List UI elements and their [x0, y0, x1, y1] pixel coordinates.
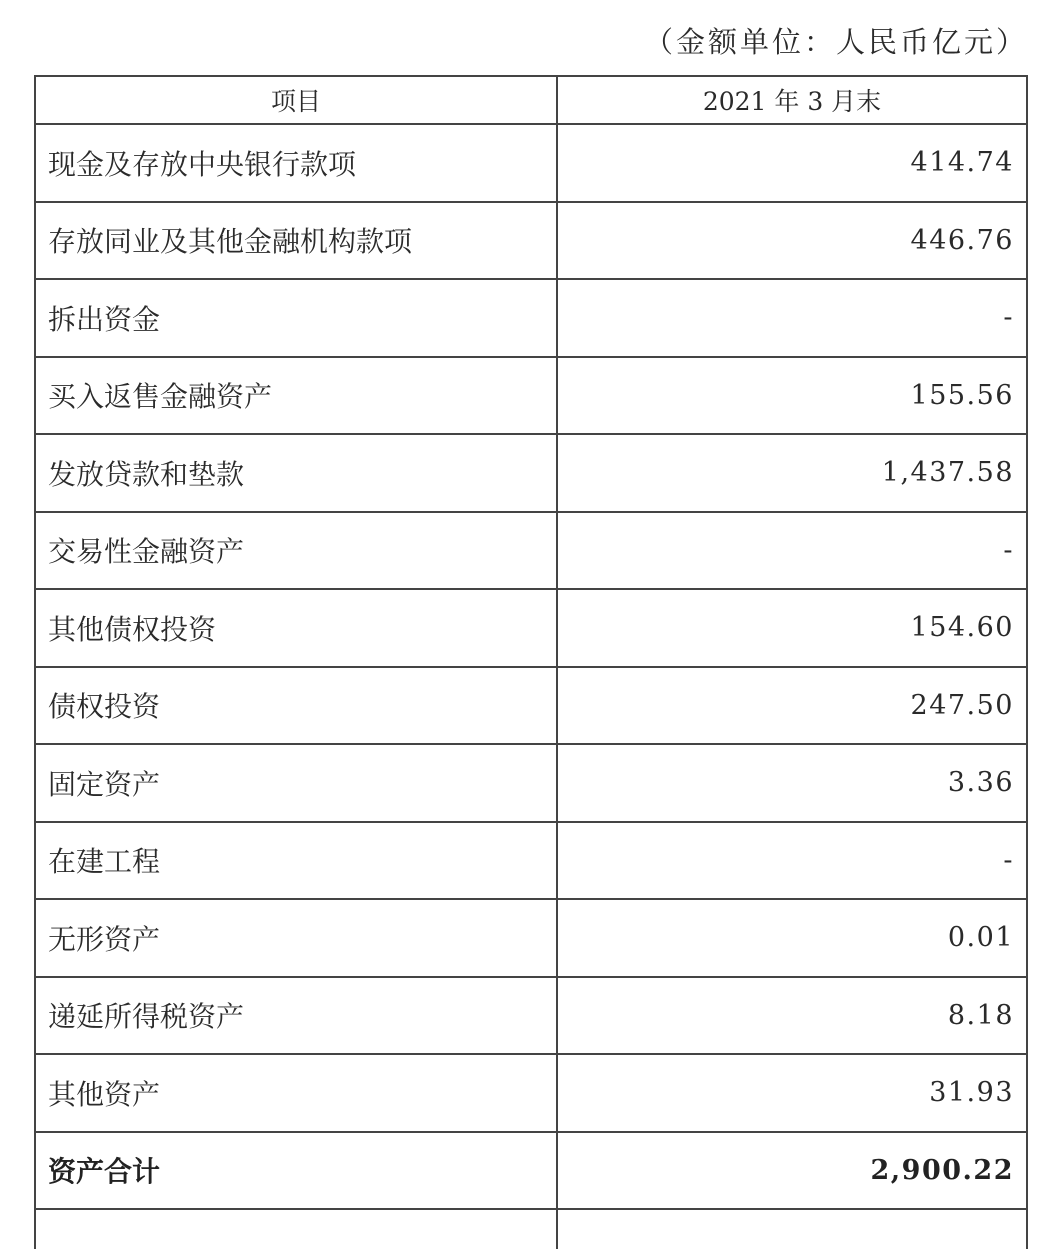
row-item: 现金及存放中央银行款项 [35, 124, 557, 202]
row-item: 发放贷款和垫款 [35, 434, 557, 512]
table-row [35, 977, 1027, 1055]
row-item: 存放同业及其他金融机构款项 [35, 202, 557, 280]
table-row [35, 434, 1027, 512]
row-item: 债权投资 [35, 667, 557, 745]
row-value: 8.18 [557, 977, 1027, 1055]
cut-off-row [35, 1209, 1027, 1249]
row-value: 155.56 [557, 357, 1027, 435]
row-item: 交易性金融资产 [35, 512, 557, 590]
row-value: - [557, 512, 1027, 590]
row-item: 固定资产 [35, 744, 557, 822]
cut-off-cell [35, 1209, 557, 1249]
row-item: 拆出资金 [35, 279, 557, 357]
table-row [35, 279, 1027, 357]
total-row [35, 1132, 1027, 1210]
row-value: 0.01 [557, 899, 1027, 977]
table-row [35, 589, 1027, 667]
total-value: 2,900.22 [557, 1132, 1027, 1210]
total-item: 资产合计 [35, 1132, 557, 1210]
column-header-period: 2021 年 3 月末 [557, 76, 1027, 124]
row-value: 1,437.58 [557, 434, 1027, 512]
row-item: 递延所得税资产 [35, 977, 557, 1055]
unit-note: （金额单位：人民币亿元） [643, 25, 1028, 59]
row-item: 其他债权投资 [35, 589, 557, 667]
table-row [35, 822, 1027, 900]
table-header-row [35, 76, 1027, 124]
row-value: 247.50 [557, 667, 1027, 745]
table-row [35, 124, 1027, 202]
row-item: 在建工程 [35, 822, 557, 900]
row-value: - [557, 279, 1027, 357]
cut-off-cell [557, 1209, 1027, 1249]
row-item: 买入返售金融资产 [35, 357, 557, 435]
table-row [35, 899, 1027, 977]
row-value: 31.93 [557, 1054, 1027, 1132]
table-row [35, 744, 1027, 822]
row-value: 414.74 [557, 124, 1027, 202]
table-row [35, 1054, 1027, 1132]
row-value: 154.60 [557, 589, 1027, 667]
row-value: 446.76 [557, 202, 1027, 280]
row-item: 其他资产 [35, 1054, 557, 1132]
balance-sheet-table [34, 75, 1028, 1249]
row-value: 3.36 [557, 744, 1027, 822]
table-row [35, 202, 1027, 280]
column-header-item: 项目 [35, 76, 557, 124]
table-row [35, 667, 1027, 745]
row-value: - [557, 822, 1027, 900]
table-row [35, 512, 1027, 590]
row-item: 无形资产 [35, 899, 557, 977]
table-row [35, 357, 1027, 435]
